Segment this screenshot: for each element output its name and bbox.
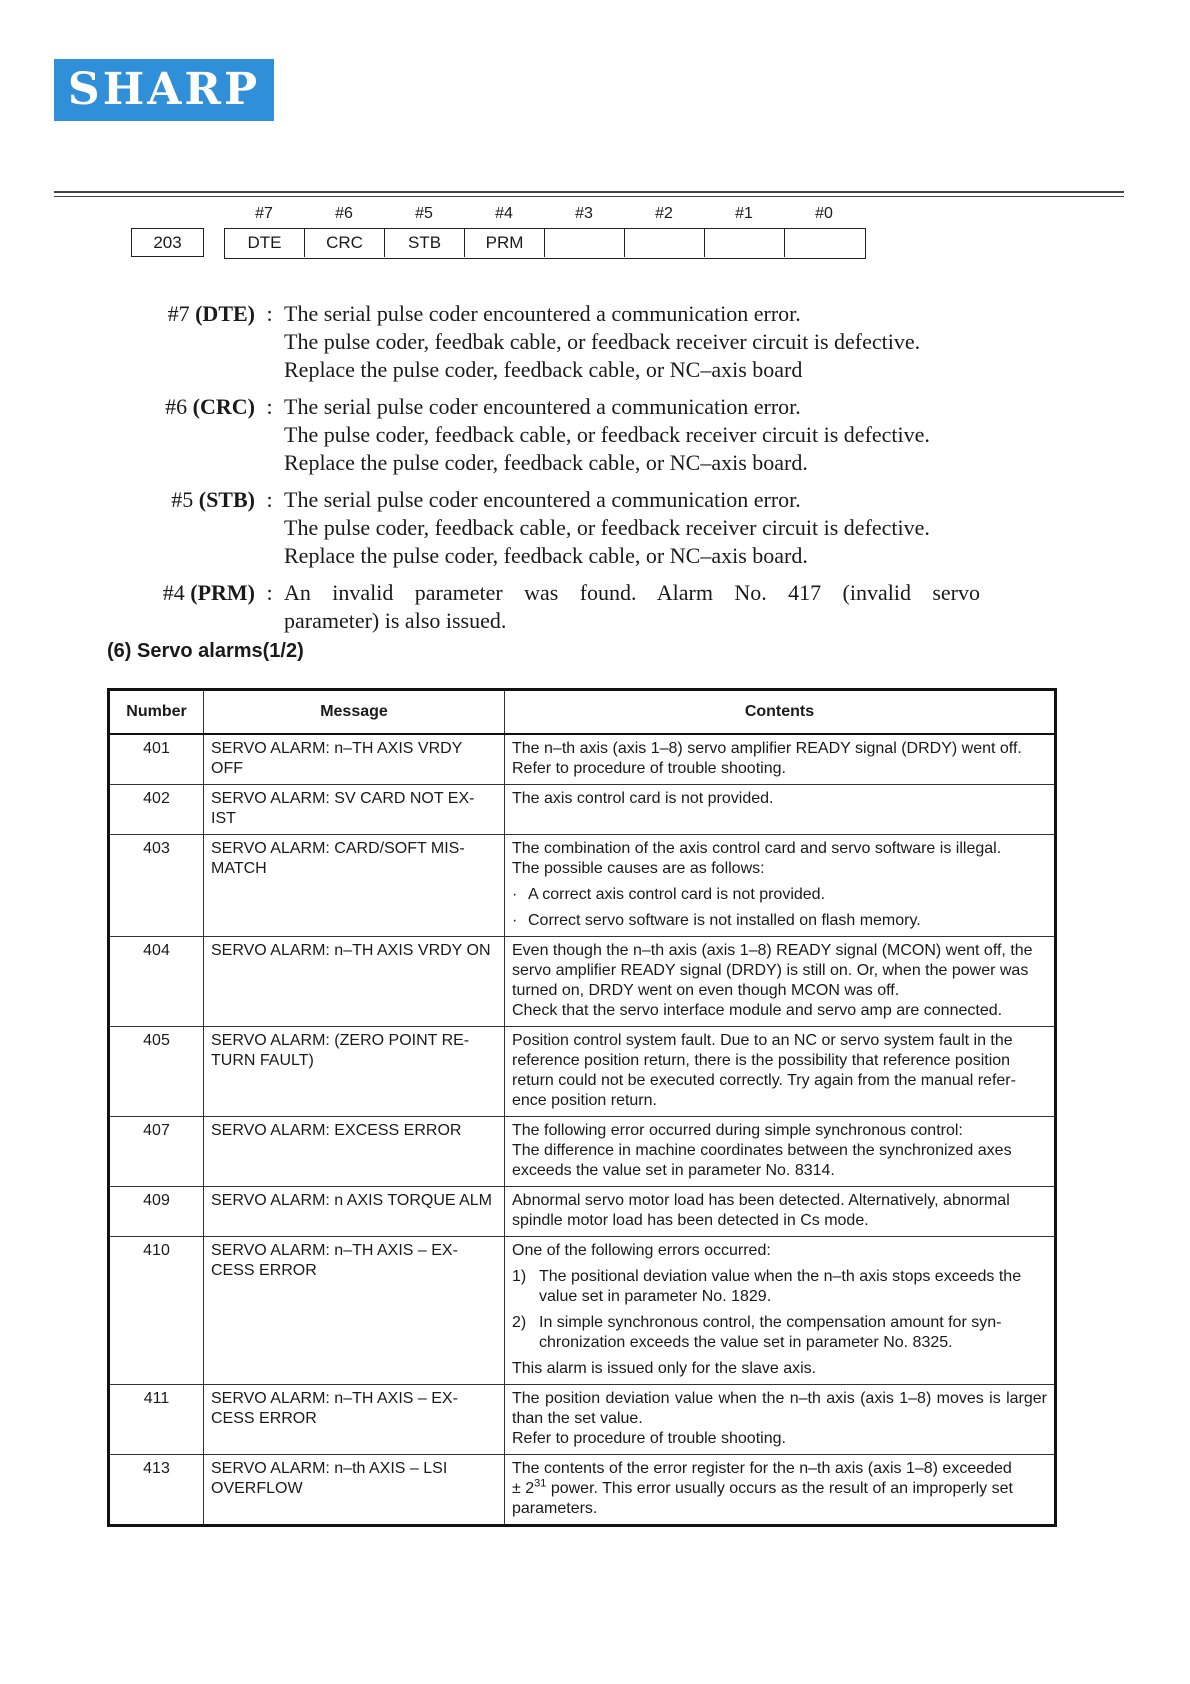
logo-text: SHARP: [67, 64, 261, 115]
bit-label: #1: [735, 205, 753, 222]
contents-line: The combination of the axis control card and servo software is illegal.: [512, 840, 1002, 857]
bit-desc-line: The serial pulse coder encountered a communication error.: [284, 394, 801, 419]
alarm-number: 405: [109, 1027, 204, 1117]
header-contents: Contents: [505, 690, 1056, 735]
alarm-number: 407: [109, 1117, 204, 1187]
pm-exponent: 31: [534, 1477, 547, 1490]
table-row: [109, 835, 1056, 937]
numbered-item: [512, 1313, 1047, 1353]
bit-desc-name: (PRM): [190, 580, 255, 605]
bit-label: #0: [815, 205, 833, 222]
alarm-number: 404: [109, 937, 204, 1027]
alarm-message: SERVO ALARM: n–TH AXIS – EX- CESS ERROR: [204, 1385, 505, 1455]
table-row: [109, 734, 1056, 785]
contents-line: Even though the n–th axis (axis 1–8) READY signal (MCON) went off, the servo amplifier READY signal (DRDY) is still on. Or, when the power was turned on, DRDY went on even though MCON was off.: [512, 942, 1033, 999]
bit-desc-num: #6: [165, 394, 188, 419]
bit-label: #2: [655, 205, 673, 222]
alarm-number: 401: [109, 734, 204, 785]
table-row: [109, 1237, 1056, 1385]
sharp-logo: [54, 59, 274, 121]
bullet-mark: ·: [512, 886, 518, 903]
header-rule-thin: [54, 196, 1124, 197]
contents-line: One of the following errors occurred:: [512, 1242, 771, 1259]
bit-desc-colon: :: [266, 487, 273, 512]
bit-desc-name: (DTE): [195, 301, 255, 326]
bit-cell: DTE: [225, 229, 305, 257]
bit-cell: [625, 229, 705, 257]
bit-label: #3: [575, 205, 593, 222]
bit-number-labels: [0, 205, 1190, 225]
bit-label: #6: [335, 205, 353, 222]
alarm-message: SERVO ALARM: SV CARD NOT EX- IST: [204, 785, 505, 835]
contents-line: The position deviation value when the n–th axis (axis 1–8) moves is larger than the set value.: [512, 1390, 1047, 1427]
contents-line: Position control system fault. Due to an NC or servo system fault in the reference position return, there is the possibility that reference position return could not be executed correctly. Try again from the manual refer- ence position return.: [512, 1032, 1016, 1109]
bit-description: [150, 393, 980, 477]
bit-desc-line: Replace the pulse coder, feedback cable, or NC–axis board.: [284, 543, 808, 568]
contents-line: The contents of the error register for the n–th axis (axis 1–8) exceeded: [512, 1460, 1012, 1477]
bit-cell: [785, 229, 865, 257]
table-row: [109, 937, 1056, 1027]
alarm-contents: [505, 937, 1056, 1027]
bit-cell: [545, 229, 625, 257]
alarm-contents: [505, 835, 1056, 937]
bullet-item: [512, 885, 1047, 905]
bit-label: #5: [415, 205, 433, 222]
bit-desc-colon: :: [266, 394, 273, 419]
header-rule-thick: [54, 191, 1124, 193]
alarm-contents: [505, 1455, 1056, 1526]
bit-desc-num: #4: [162, 580, 185, 605]
alarm-message: SERVO ALARM: EXCESS ERROR: [204, 1117, 505, 1187]
bit-desc-num: #5: [171, 487, 194, 512]
servo-alarm-table: [107, 688, 1057, 1527]
numbered-text: The positional deviation value when the n–th axis stops exceeds the value set in parameter No. 1829.: [539, 1268, 1022, 1305]
bit-description: [150, 300, 980, 384]
table-header-row: [109, 690, 1056, 735]
contents-line: The possible causes are as follows:: [512, 860, 765, 877]
pm-prefix: ± 2: [512, 1480, 535, 1497]
numbered-mark: 2): [512, 1314, 527, 1331]
bit-desc-line: Replace the pulse coder, feedback cable, or NC–axis board.: [284, 450, 808, 475]
bit-description: [150, 579, 980, 635]
alarm-message: SERVO ALARM: n–TH AXIS – EX- CESS ERROR: [204, 1237, 505, 1385]
alarm-number: 411: [109, 1385, 204, 1455]
alarm-contents: [505, 1117, 1056, 1187]
bullet-mark: ·: [512, 912, 518, 929]
bit-desc-name: (CRC): [192, 394, 255, 419]
alarm-number: 413: [109, 1455, 204, 1526]
bit-cell: PRM: [465, 229, 545, 257]
bit-label: #4: [495, 205, 513, 222]
contents-line: The difference in machine coordinates between the synchronized axes exceeds the value set in parameter No. 8314.: [512, 1142, 1012, 1179]
bit-desc-line: The serial pulse coder encountered a communication error.: [284, 301, 801, 326]
register-bit-row: [224, 228, 866, 259]
contents-line: Check that the servo interface module and servo amp are connected.: [512, 1002, 1003, 1019]
alarm-message: SERVO ALARM: n–TH AXIS VRDY ON: [204, 937, 505, 1027]
alarm-number: 403: [109, 835, 204, 937]
alarm-message: SERVO ALARM: n AXIS TORQUE ALM: [204, 1187, 505, 1237]
numbered-mark: 1): [512, 1268, 527, 1285]
bullet-item: [512, 911, 1047, 931]
alarm-number: 402: [109, 785, 204, 835]
bit-desc-line: The serial pulse coder encountered a communication error.: [284, 487, 801, 512]
contents-line: Refer to procedure of trouble shooting.: [512, 760, 786, 777]
contents-line: Abnormal servo motor load has been detected. Alternatively, abnormal spindle motor load has been detected in Cs mode.: [512, 1192, 1010, 1229]
table-row: [109, 1385, 1056, 1455]
alarm-contents: [505, 785, 1056, 835]
alarm-message: SERVO ALARM: n–th AXIS – LSI OVERFLOW: [204, 1455, 505, 1526]
bit-desc-colon: :: [266, 580, 273, 605]
table-row: [109, 1027, 1056, 1117]
bit-cell: STB: [385, 229, 465, 257]
alarm-contents: [505, 1187, 1056, 1237]
bit-desc-line: parameter) is also issued.: [284, 608, 507, 633]
table-row: [109, 1455, 1056, 1526]
table-row: [109, 1117, 1056, 1187]
alarm-number: 410: [109, 1237, 204, 1385]
bit-descriptions: [150, 300, 980, 644]
contents-line: The following error occurred during simple synchronous control:: [512, 1122, 963, 1139]
bit-cell: [705, 229, 785, 257]
header-number: Number: [109, 690, 204, 735]
bit-desc-line: Replace the pulse coder, feedback cable, or NC–axis board: [284, 357, 803, 382]
contents-line: The n–th axis (axis 1–8) servo amplifier READY signal (DRDY) went off.: [512, 740, 1022, 757]
bit-label: #7: [255, 205, 273, 222]
bullet-text: Correct servo software is not installed on flash memory.: [528, 912, 921, 929]
alarm-message: SERVO ALARM: (ZERO POINT RE- TURN FAULT): [204, 1027, 505, 1117]
bit-desc-line: An invalid parameter was found. Alarm No. 417 (invalid servo: [284, 580, 980, 605]
alarm-contents: [505, 1027, 1056, 1117]
contents-line: This alarm is issued only for the slave axis.: [512, 1360, 817, 1377]
contents-line-power: [512, 1479, 1047, 1519]
alarm-message: SERVO ALARM: n–TH AXIS VRDY OFF: [204, 734, 505, 785]
section-title: (6) Servo alarms(1/2): [107, 640, 304, 662]
bit-desc-line: The pulse coder, feedback cable, or feedback receiver circuit is defective.: [284, 515, 930, 540]
bit-desc-name: (STB): [198, 487, 255, 512]
contents-line: Refer to procedure of trouble shooting.: [512, 1430, 786, 1447]
bit-desc-line: The pulse coder, feedbak cable, or feedback receiver circuit is defective.: [284, 329, 921, 354]
table-row: [109, 785, 1056, 835]
alarm-contents: [505, 1237, 1056, 1385]
alarm-contents: [505, 1385, 1056, 1455]
contents-line: The axis control card is not provided.: [512, 790, 774, 807]
table-row: [109, 1187, 1056, 1237]
alarm-contents: [505, 734, 1056, 785]
numbered-item: [512, 1267, 1047, 1307]
header-message: Message: [204, 690, 505, 735]
alarm-message: SERVO ALARM: CARD/SOFT MIS- MATCH: [204, 835, 505, 937]
bit-description: [150, 486, 980, 570]
bit-cell: CRC: [305, 229, 385, 257]
bit-desc-line: The pulse coder, feedback cable, or feedback receiver circuit is defective.: [284, 422, 930, 447]
bullet-text: A correct axis control card is not provided.: [528, 886, 826, 903]
bit-desc-colon: :: [266, 301, 273, 326]
numbered-text: In simple synchronous control, the compensation amount for syn- chronization exceeds the value set in parameter No. 8325.: [539, 1314, 1002, 1351]
bit-desc-num: #7: [167, 301, 190, 326]
pm-rest: power. This error usually occurs as the result of an improperly set parameters.: [512, 1480, 1013, 1517]
alarm-number: 409: [109, 1187, 204, 1237]
register-number: 203: [131, 228, 204, 257]
